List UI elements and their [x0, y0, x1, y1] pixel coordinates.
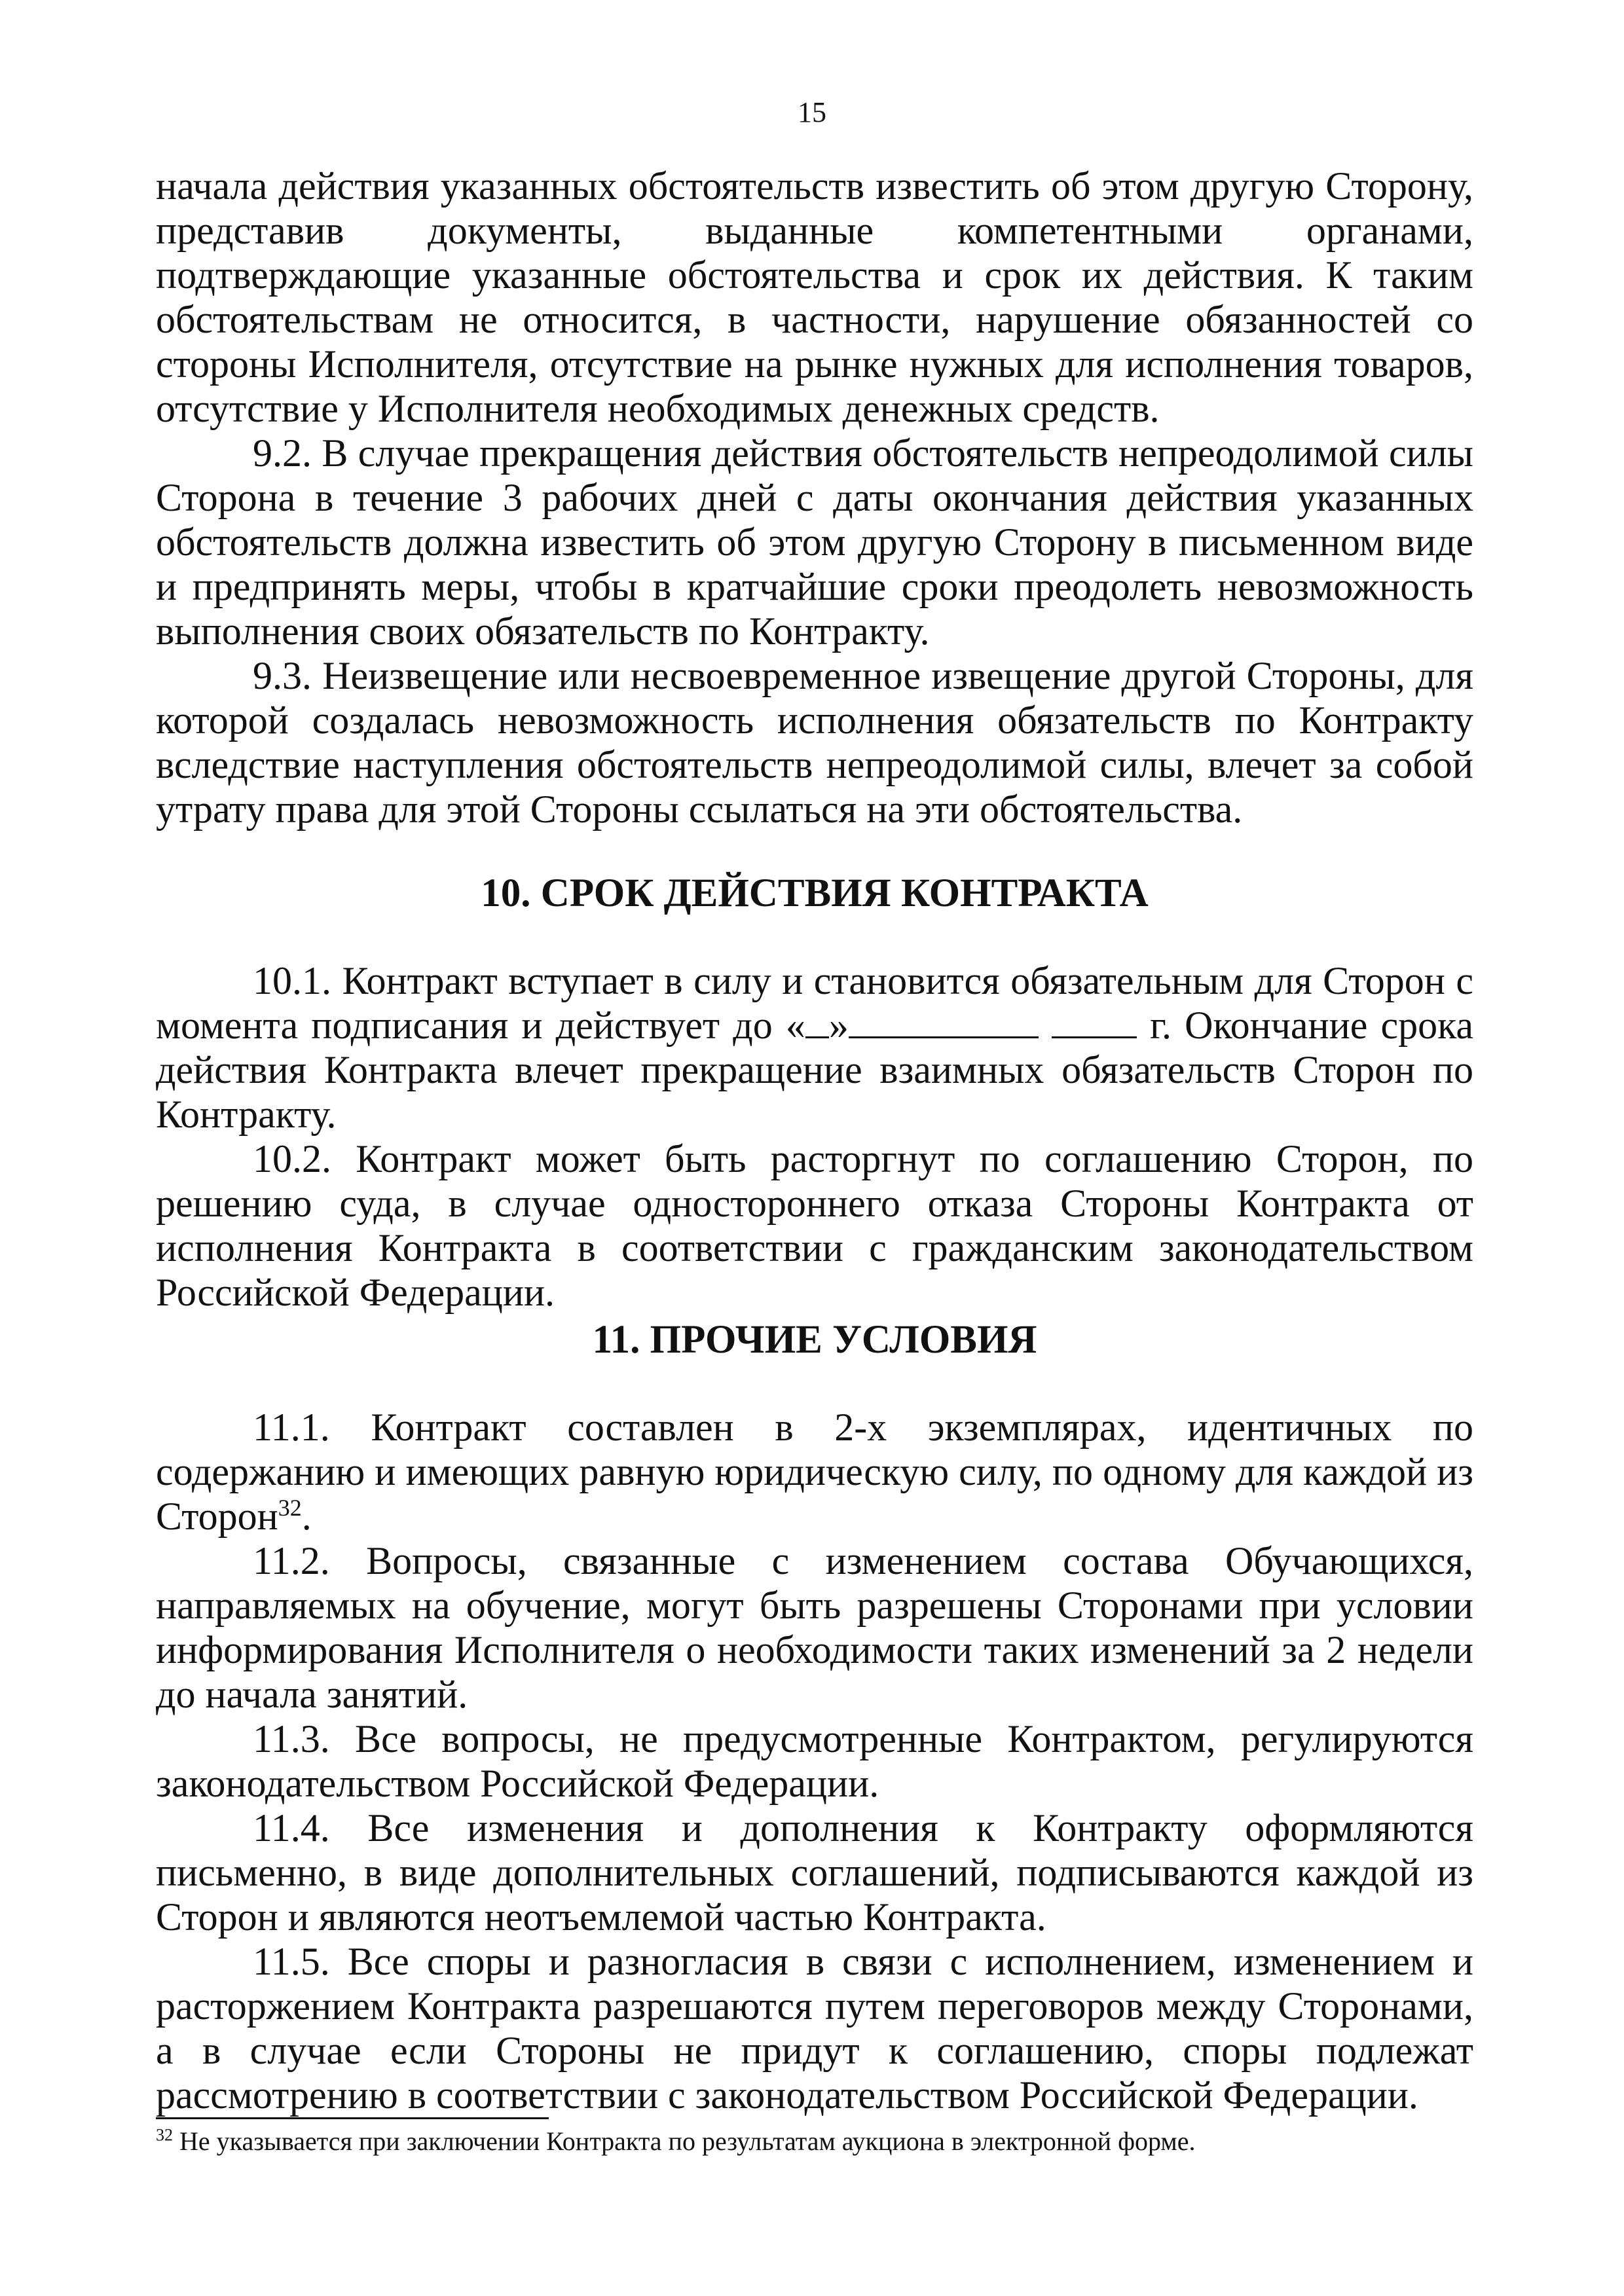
paragraph-11-1-text: 11.1. Контракт составлен в 2-х экземплярах, идентичных по содержанию и имеющих равную юридическую силу, по одному для каждой из Сторон	[156, 1406, 1473, 1538]
paragraph-9-3: 9.3. Неизвещение или несвоевременное извещение другой Стороны, для которой создалась невозможность исполнения обязательств по Контракту вследствие наступления обстоятельств непреодолимой силы, влечет за собой утрату права для этой Стороны ссылаться на эти обстоятельства.	[156, 654, 1473, 831]
paragraph-10-1-end: г. Окончание срока действия Контракта влечет прекращение взаимных обязательств Сторон по Контракту.	[156, 1004, 1474, 1136]
paragraph-10-1	[156, 958, 1473, 1137]
quote-close: »	[828, 1004, 849, 1047]
day-blank	[805, 1004, 829, 1038]
paragraph-11-1	[156, 1405, 1473, 1539]
paragraph-10-2: 10.2. Контракт может быть расторгнут по соглашению Сторон, по решению суда, в случае одностороннего отказа Стороны Контракта от исполнения Контракта в соответствии с гражданским законодательством Российской Федерации.	[156, 1137, 1473, 1314]
paragraph-9-2: 9.2. В случае прекращения действия обстоятельств непреодолимой силы Сторона в течение 3 рабочих дней с даты окончания действия указанных обстоятельств должна известить об этом другую Сторону в письменном виде и предпринять меры, чтобы в кратчайшие сроки преодолеть невозможность выполнения своих обязательств по Контракту.	[156, 431, 1473, 653]
paragraph-11-5: 11.5. Все споры и разногласия в связи с исполнением, изменением и расторжением Контракта разрешаются путем переговоров между Сторонами, а в случае если Стороны не придут к соглашению, споры подлежат рассмотрению в соответствии с законодательством Российской Федерации.	[156, 1940, 1473, 2117]
paragraph-10-1-start: 10.1. Контракт вступает в силу и становится обязательным для Сторон с момента подписания и действует до «	[156, 959, 1473, 1047]
paragraph-9-1-continuation: начала действия указанных обстоятельств известить об этом другую Сторону, представив документы, выданные компетентными органами, подтверждающие указанные обстоятельства и срок их действия. К таким обстоятельствам не относится, в частности, нарушение обязанностей со стороны Исполнителя, отсутствие на рынке нужных для исполнения товаров, отсутствие у Исполнителя необходимых денежных средств.	[156, 164, 1473, 430]
footnote	[156, 2125, 1473, 2158]
document-body	[156, 164, 1473, 2117]
paragraph-11-3: 11.3. Все вопросы, не предусмотренные Контрактом, регулируются законодательством Российской Федерации.	[156, 1717, 1473, 1805]
paragraph-11-4: 11.4. Все изменения и дополнения к Контракту оформляются письменно, в виде дополнительных соглашений, подписываются каждой из Сторон и являются неотъемлемой частью Контракта.	[156, 1806, 1473, 1939]
footnote-separator	[156, 2117, 549, 2119]
footnote-text: Не указывается при заключении Контракта по результатам аукциона в электронной форме.	[173, 2126, 1196, 2156]
footnote-number: 32	[156, 2125, 173, 2145]
paragraph-11-2: 11.2. Вопросы, связанные с изменением состава Обучающихся, направляемых на обучение, могут быть разрешены Сторонами при условии информирования Исполнителя о необходимости таких изменений за 2 недели до начала занятий.	[156, 1539, 1473, 1716]
year-blank	[1052, 1004, 1137, 1038]
section-10-heading: 10. СРОК ДЕЙСТВИЯ КОНТРАКТА	[481, 871, 1149, 915]
footnote-reference: 32	[278, 1495, 302, 1521]
page-number: 15	[798, 96, 826, 128]
month-blank	[849, 1004, 1039, 1038]
paragraph-11-1-end: .	[301, 1495, 312, 1538]
section-11-heading: 11. ПРОЧИЕ УСЛОВИЯ	[592, 1318, 1037, 1362]
